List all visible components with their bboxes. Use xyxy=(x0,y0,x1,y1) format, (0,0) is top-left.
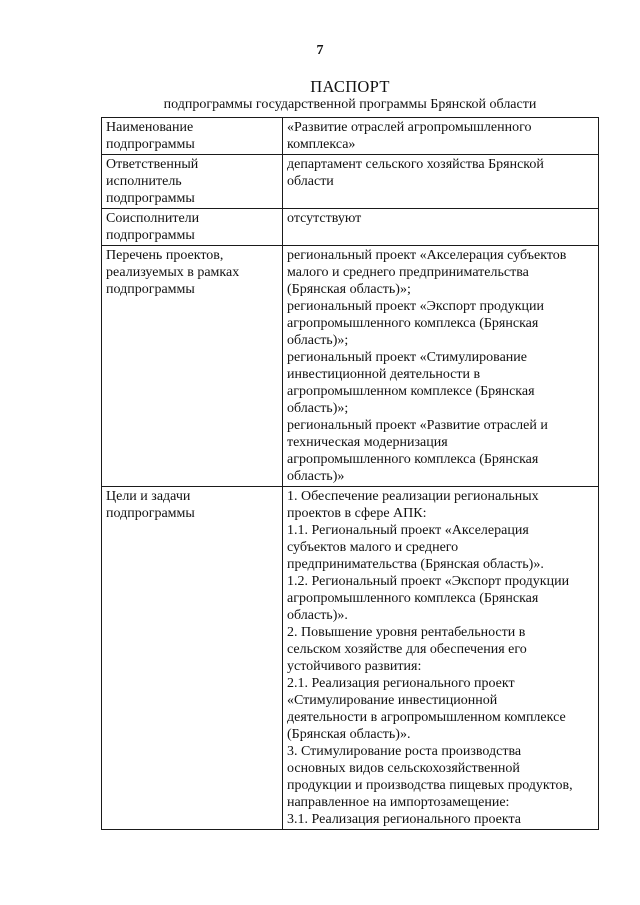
label-cell xyxy=(102,118,283,155)
passport-table xyxy=(101,117,599,830)
value-line: комплекса» xyxy=(287,137,356,152)
value-cell xyxy=(283,155,599,209)
value-line: департамент сельского хозяйства Брянской xyxy=(287,157,544,172)
value-line: малого и среднего предпринимательства xyxy=(287,265,529,280)
row-responsible-executor xyxy=(102,155,599,209)
value-line: (Брянская область)»; xyxy=(287,282,411,297)
value-line: проектов в сфере АПК: xyxy=(287,506,427,521)
page-number: 7 xyxy=(316,43,324,58)
value-line: область)»; xyxy=(287,401,349,416)
value-line: техническая модернизация xyxy=(287,435,448,450)
value-line: деятельности в агропромышленном комплексе xyxy=(287,710,566,725)
value-line: агропромышленного комплекса (Брянская xyxy=(287,591,539,606)
value-line: 1. Обеспечение реализации региональных xyxy=(287,489,539,504)
row-co-executors xyxy=(102,209,599,246)
value-cell xyxy=(283,246,599,487)
label-line: Наименование xyxy=(106,120,194,135)
value-line: агропромышленного комплекса (Брянская xyxy=(287,452,539,467)
value-line: устойчивого развития: xyxy=(287,659,422,674)
row-goals-and-tasks xyxy=(102,487,599,830)
document-title: ПАСПОРТ xyxy=(310,77,390,96)
label-line: подпрограммы xyxy=(106,506,195,521)
value-line: отсутствуют xyxy=(287,211,362,226)
value-line: области xyxy=(287,174,334,189)
label-line: Ответственный xyxy=(106,157,199,172)
value-line: область)» xyxy=(287,469,345,484)
label-line: подпрограммы xyxy=(106,228,195,243)
passport-table-body xyxy=(102,118,599,830)
value-line: 3.1. Реализация регионального проекта xyxy=(287,812,522,827)
label-line: Перечень проектов, xyxy=(106,248,224,263)
value-cell xyxy=(283,209,599,246)
value-cell xyxy=(283,487,599,830)
value-line: область)». xyxy=(287,608,348,623)
value-line: 1.2. Региональный проект «Экспорт продукции xyxy=(287,574,570,589)
label-line: Цели и задачи xyxy=(106,489,191,504)
value-line: область)»; xyxy=(287,333,349,348)
value-line: 2.1. Реализация регионального проект xyxy=(287,676,515,691)
label-cell xyxy=(102,246,283,487)
label-line: подпрограммы xyxy=(106,191,195,206)
value-line: сельском хозяйстве для обеспечения его xyxy=(287,642,527,657)
row-projects-list xyxy=(102,246,599,487)
value-line: инвестиционной деятельности в xyxy=(287,367,481,382)
label-line: подпрограммы xyxy=(106,282,195,297)
value-line: агропромышленного комплекса (Брянская xyxy=(287,316,539,331)
value-line: региональный проект «Акселерация субъектов xyxy=(287,248,567,263)
value-line: агропромышленном комплексе (Брянская xyxy=(287,384,535,399)
label-line: Соисполнители xyxy=(106,211,200,226)
value-line: продукции и производства пищевых продуктов, xyxy=(287,778,573,793)
value-line: субъектов малого и среднего xyxy=(287,540,459,555)
value-line: основных видов сельскохозяйственной xyxy=(287,761,520,776)
label-line: реализуемых в рамках xyxy=(106,265,240,280)
document-subtitle: подпрограммы государственной программы Брянской области xyxy=(163,97,537,112)
value-line: региональный проект «Развитие отраслей и xyxy=(287,418,548,433)
label-line: исполнитель xyxy=(106,174,182,189)
label-line: подпрограммы xyxy=(106,137,195,152)
row-subprogram-name xyxy=(102,118,599,155)
value-line: (Брянская область)». xyxy=(287,727,411,742)
label-cell xyxy=(102,155,283,209)
value-line: предпринимательства (Брянская область)». xyxy=(287,557,544,572)
value-line: «Стимулирование инвестиционной xyxy=(287,693,498,708)
value-line: «Развитие отраслей агропромышленного xyxy=(287,120,532,135)
label-cell xyxy=(102,209,283,246)
value-line: региональный проект «Экспорт продукции xyxy=(287,299,544,314)
value-line: направленное на импортозамещение: xyxy=(287,795,510,810)
label-cell xyxy=(102,487,283,830)
value-line: 2. Повышение уровня рентабельности в xyxy=(287,625,526,640)
value-line: региональный проект «Стимулирование xyxy=(287,350,527,365)
value-line: 3. Стимулирование роста производства xyxy=(287,744,522,759)
value-line: 1.1. Региональный проект «Акселерация xyxy=(287,523,529,538)
value-cell xyxy=(283,118,599,155)
